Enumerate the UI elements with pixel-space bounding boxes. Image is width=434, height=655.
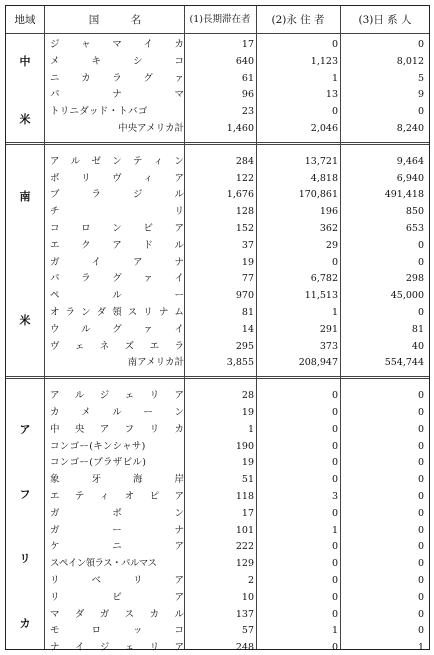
country-name: エ テ ィ オ ピ ア <box>50 491 184 502</box>
permanent-value: 0 <box>331 591 338 603</box>
section-divider <box>6 376 429 379</box>
permanent-value: 291 <box>319 323 338 335</box>
total-permanent: 2,046 <box>310 123 338 134</box>
long-term-value: 190 <box>235 440 254 452</box>
section-total-label: 中央アメリカ計 <box>118 123 184 134</box>
long-term-value: 137 <box>235 608 254 620</box>
nikkei-value: 0 <box>417 491 424 502</box>
country-name: ガ ー ナ <box>50 524 184 536</box>
nikkei-value: 491,418 <box>384 189 424 201</box>
country-name: メ キ シ コ <box>50 55 184 67</box>
country-name: ア ル ジ ェ リ ア <box>50 390 184 402</box>
header-country: 国 名 <box>88 14 142 26</box>
long-term-value: 19 <box>241 457 254 469</box>
nikkei-value: 0 <box>417 575 424 586</box>
country-name: コンゴー(キンシャサ) <box>50 440 146 452</box>
nikkei-value: 0 <box>417 407 424 418</box>
permanent-value: 1 <box>331 307 338 318</box>
nikkei-value: 0 <box>417 106 424 118</box>
country-name: コンゴー(ブラザビル) <box>50 457 147 469</box>
nikkei-value: 0 <box>417 608 424 620</box>
nikkei-value: 653 <box>405 223 424 234</box>
nikkei-value: 0 <box>417 507 424 519</box>
region-label-char: ア <box>19 423 31 437</box>
country-name: ジ ャ マ イ カ <box>50 39 184 50</box>
nikkei-value: 0 <box>417 390 424 402</box>
long-term-value: 77 <box>241 273 254 285</box>
long-term-value: 284 <box>235 155 254 167</box>
nikkei-value: 5 <box>417 72 424 84</box>
country-name: ガ ボ ン <box>50 507 184 519</box>
permanent-value: 0 <box>331 474 338 486</box>
country-name: パ ラ グ ァ イ <box>50 273 184 285</box>
header-long-term-residents: (1)長期滞在者 <box>189 14 251 25</box>
section-total-label: 南アメリカ計 <box>127 357 184 369</box>
nikkei-value: 81 <box>411 323 424 335</box>
population-table <box>5 5 430 654</box>
nikkei-value: 0 <box>417 524 424 536</box>
nikkei-value: 1 <box>417 642 424 654</box>
nikkei-value: 0 <box>417 39 424 50</box>
permanent-value: 0 <box>331 575 338 586</box>
nikkei-value: 0 <box>417 558 424 570</box>
long-term-value: 1,676 <box>226 189 254 201</box>
permanent-value: 0 <box>331 39 338 50</box>
permanent-value: 4,818 <box>310 172 338 184</box>
permanent-value: 0 <box>331 642 338 654</box>
long-term-value: 96 <box>241 89 254 101</box>
permanent-value: 1 <box>331 625 338 637</box>
region-label-char: 米 <box>19 314 31 328</box>
header-rule <box>6 33 429 34</box>
country-name: エ ク ア ド ル <box>50 239 184 251</box>
nikkei-value: 0 <box>417 457 424 469</box>
country-name: パ ナ マ <box>50 89 184 101</box>
long-term-value: 14 <box>241 323 254 335</box>
permanent-value: 3 <box>331 491 338 502</box>
country-name: マ ダ ガ ス カ ル <box>50 608 184 620</box>
total-long-term: 1,460 <box>226 123 254 134</box>
country-name: チ リ <box>50 206 184 218</box>
long-term-value: 129 <box>235 558 254 570</box>
long-term-value: 51 <box>241 474 254 486</box>
long-term-value: 61 <box>241 72 254 84</box>
permanent-value: 1 <box>331 524 338 536</box>
nikkei-value: 0 <box>417 256 424 268</box>
nikkei-value: 8,012 <box>396 55 424 67</box>
long-term-value: 2 <box>247 575 254 586</box>
permanent-value: 29 <box>325 239 338 251</box>
country-name: 中 央 ア フ リ カ <box>50 423 184 435</box>
long-term-value: 23 <box>241 106 254 118</box>
permanent-value: 0 <box>331 558 338 570</box>
permanent-value: 0 <box>331 256 338 268</box>
long-term-value: 970 <box>235 290 254 302</box>
long-term-value: 17 <box>241 507 254 519</box>
long-term-value: 118 <box>235 491 254 502</box>
region-label-char: 米 <box>19 112 31 126</box>
nikkei-value: 45,000 <box>390 290 424 302</box>
country-name: ニ カ ラ グ ァ <box>50 72 184 84</box>
nikkei-value: 0 <box>417 625 424 637</box>
permanent-value: 11,513 <box>304 290 338 302</box>
permanent-value: 0 <box>331 390 338 402</box>
permanent-value: 1,123 <box>310 55 338 67</box>
permanent-value: 0 <box>331 608 338 620</box>
total-permanent: 208,947 <box>298 357 338 369</box>
country-name: ア ル ゼ ン テ ィ ン <box>50 155 184 167</box>
country-name: 象 牙 海 岸 <box>50 474 184 486</box>
permanent-value: 0 <box>331 440 338 452</box>
permanent-value: 170,861 <box>298 189 338 201</box>
section-divider <box>6 142 429 145</box>
total-nikkei: 8,240 <box>396 123 424 134</box>
country-name: リ ベ リ ア <box>50 575 184 586</box>
long-term-value: 28 <box>241 390 254 402</box>
country-name: オ ラ ン ダ 領 ス リ ナ ム <box>50 307 184 318</box>
long-term-value: 640 <box>235 55 254 67</box>
long-term-value: 57 <box>241 625 254 637</box>
nikkei-value: 40 <box>411 340 424 352</box>
nikkei-value: 0 <box>417 474 424 486</box>
country-name: ケ ニ ア <box>50 541 184 553</box>
long-term-value: 122 <box>235 172 254 184</box>
nikkei-value: 0 <box>417 423 424 435</box>
divider <box>340 6 341 649</box>
permanent-value: 1 <box>331 72 338 84</box>
country-name: スペイン領ラス・パルマス <box>50 558 157 570</box>
permanent-value: 0 <box>331 457 338 469</box>
country-name: ガ イ ア ナ <box>50 256 184 268</box>
long-term-value: 248 <box>235 642 254 654</box>
nikkei-value: 850 <box>405 206 424 218</box>
permanent-value: 0 <box>331 407 338 418</box>
country-name: ナ イ ジ ェ リ ア <box>50 642 184 654</box>
country-name: リ ビ ア <box>50 591 184 603</box>
country-name: ウ ル グ ァ イ <box>50 323 184 335</box>
permanent-value: 0 <box>331 106 338 118</box>
long-term-value: 101 <box>235 524 254 536</box>
long-term-value: 295 <box>235 340 254 352</box>
divider <box>44 6 45 649</box>
total-long-term: 3,855 <box>226 357 254 369</box>
region-label-char: リ <box>19 552 31 566</box>
country-name: ブ ラ ジ ル <box>50 189 184 201</box>
region-label-char: 南 <box>19 189 31 203</box>
nikkei-value: 298 <box>405 273 424 285</box>
country-name: モ ロ ッ コ <box>50 625 184 637</box>
long-term-value: 152 <box>235 223 254 234</box>
long-term-value: 19 <box>241 407 254 418</box>
permanent-value: 362 <box>319 223 338 234</box>
long-term-value: 10 <box>241 591 254 603</box>
country-name: カ メ ル ー ン <box>50 407 184 418</box>
permanent-value: 0 <box>331 541 338 553</box>
region-label-char: 中 <box>19 55 31 69</box>
permanent-value: 0 <box>331 423 338 435</box>
long-term-value: 37 <box>241 239 254 251</box>
header-permanent-residents: (2)永 住 者 <box>271 14 325 26</box>
total-nikkei: 554,744 <box>384 357 424 369</box>
permanent-value: 6,782 <box>310 273 338 285</box>
country-name: ボ リ ヴ ィ ア <box>50 172 184 184</box>
permanent-value: 13,721 <box>304 155 338 167</box>
long-term-value: 17 <box>241 39 254 50</box>
nikkei-value: 0 <box>417 440 424 452</box>
country-name: ヴ ェ ネ ズ エ ラ <box>50 340 184 352</box>
region-label-char: カ <box>19 616 31 630</box>
nikkei-value: 6,940 <box>396 172 424 184</box>
nikkei-value: 0 <box>417 541 424 553</box>
country-name: トリニダッド・トバゴ <box>50 106 148 118</box>
nikkei-value: 0 <box>417 239 424 251</box>
long-term-value: 81 <box>241 307 254 318</box>
header-region: 地域 <box>14 14 36 26</box>
permanent-value: 0 <box>331 507 338 519</box>
country-name: コ ロ ン ビ ア <box>50 223 184 234</box>
nikkei-value: 0 <box>417 591 424 603</box>
permanent-value: 13 <box>325 89 338 101</box>
country-name: ペ ル ー <box>50 290 184 302</box>
permanent-value: 373 <box>319 340 338 352</box>
long-term-value: 222 <box>235 541 254 553</box>
long-term-value: 19 <box>241 256 254 268</box>
long-term-value: 1 <box>247 423 254 435</box>
long-term-value: 128 <box>235 206 254 218</box>
divider <box>256 6 257 649</box>
header-nikkei: (3)日 系 人 <box>358 14 412 26</box>
nikkei-value: 0 <box>417 307 424 318</box>
nikkei-value: 9 <box>417 89 424 101</box>
permanent-value: 196 <box>319 206 338 218</box>
region-label-char: フ <box>19 487 31 501</box>
nikkei-value: 9,464 <box>396 155 424 167</box>
